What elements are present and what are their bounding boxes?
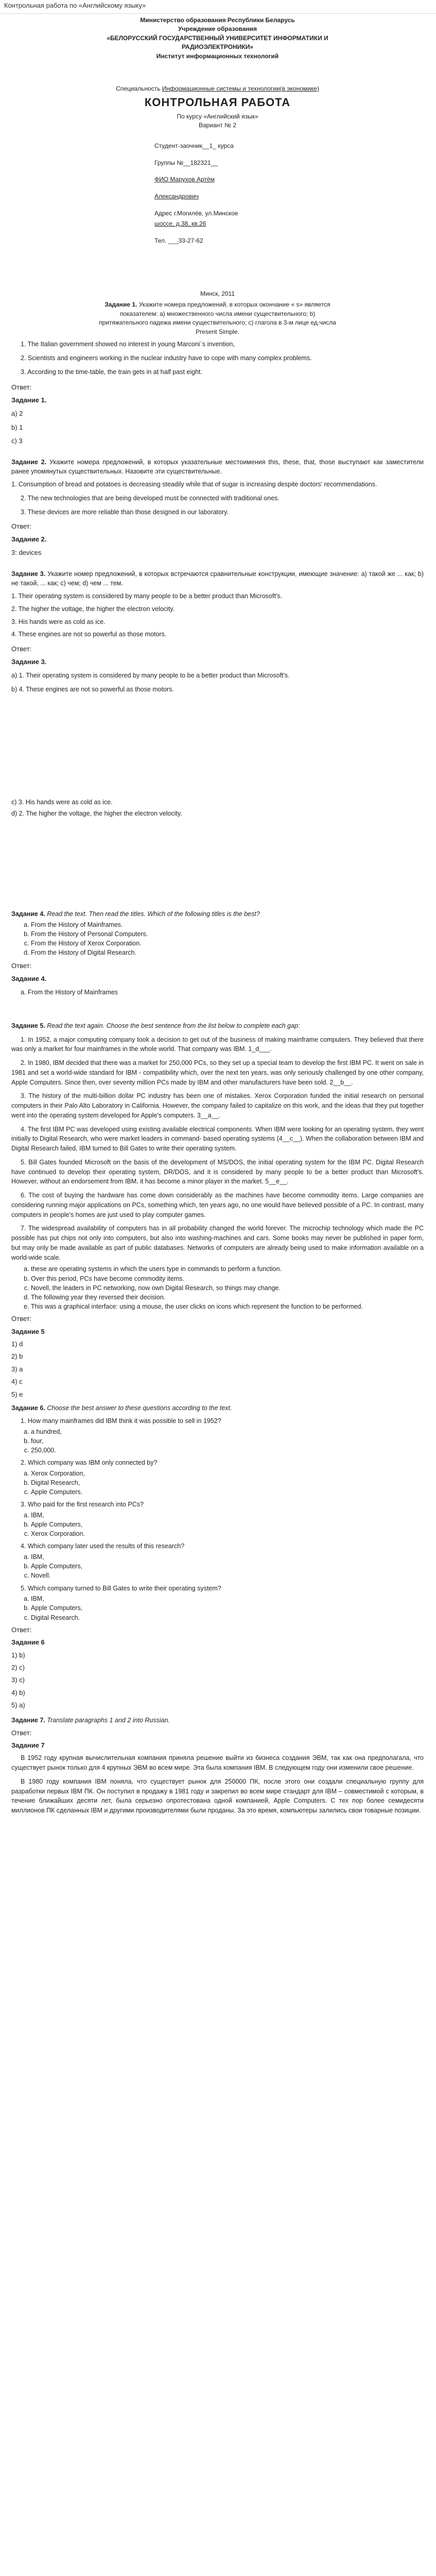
task3-sentence-3: 3. His hands were as cold as ice. <box>11 618 106 625</box>
task5-option: e. This was a graphical interface: using a mouse, the user clicks on icons which represent the function to be performed. <box>31 1302 424 1311</box>
task3-intro <box>11 569 424 589</box>
task2-intro-text: Укажите номера предложений, в которых указательные местоимения this, these, that, those выступают как заместители ранее упомянутых существительных. Назовите эти существительные. <box>11 458 424 476</box>
task6-question-2-options <box>11 1469 424 1497</box>
task2-answer-label: Ответ: <box>11 522 32 531</box>
task2-title: Задание 2. <box>11 458 47 466</box>
task5-paragraph-3: 3. The history of the multi-billion dollar PC industry has been one of mistakes. Xerox Corporation funded the initial research on personal computers in their Palo Alto Laboratory in California. However, the company failed to capitalize on this work, and the ideas that they put together went into the operating system developed for Apple's computers. 3__a__. <box>11 1092 424 1119</box>
task6-option: b. Apple Computers, <box>31 1603 424 1613</box>
task5-answer-label: Ответ: <box>11 1315 32 1323</box>
task4-answer-title: Задание 4. <box>11 974 47 982</box>
task1-title: Задание 1. <box>104 301 137 309</box>
task5-paragraph-4: 4. The first IBM PC was developed using existing available electrical components. When IBM were looking for an operating system, they went initially to Digital Research, who were market leaders in command- based operating systems (4__c__). When the collaboration between IBM and Digital Research failed, IBM turned to Bill Gates to write their operating system. <box>11 1125 424 1153</box>
task3-answer-b: b) 4. These engines are not so powerful as those motors. <box>11 685 174 693</box>
task1-text3: притяжательного падежа имени существительного; с) глагола в 3-м лице ед.числа <box>99 319 336 327</box>
task6-option: a. Xerox Corporation, <box>31 1469 424 1478</box>
task6-option: b. Apple Computers, <box>31 1520 424 1529</box>
ministry-line-2: Учреждение образования <box>178 25 257 33</box>
task6-question-1: 1. How many mainframes did IBM think it was possible to sell in 1952? <box>21 1417 221 1425</box>
student-group: Группы №__182321__ <box>154 159 218 166</box>
specialty-value: Информационные системы и технологии(в экономике) <box>162 84 319 92</box>
task6-option: a. IBM, <box>31 1552 424 1562</box>
task3-answer-d: d) 2. The higher the voltage, the higher the electron velocity. <box>11 810 182 818</box>
task7-translation-1: В 1952 году крупная вычислительная компания приняла решение выйти из бизнеса создания ЭВМ, так как она предполагала, что существует рынок только для 4 крупных ЭВМ во всем мире. Эта была компания IBM. В следующем году они изменили свое решение. <box>11 1754 424 1772</box>
task6-option: c. Digital Research. <box>31 1613 424 1622</box>
task6-answer-label: Ответ: <box>11 1625 32 1634</box>
task3-sentence-1: 1. Their operating system is considered by many people to be a better product than Microsoft's. <box>11 592 283 600</box>
task6-question-1-options <box>11 1427 424 1455</box>
task6-option: b. four, <box>31 1436 424 1446</box>
task1-answer-c: c) 3 <box>11 437 23 445</box>
task3-intro-text: Укажите номер предложений, в которых встречаются сравнительные конструкции, имеющие значение: а) такой же ... как; b) не такой, ... как; c) чем; d) чем ... тем. <box>11 570 424 587</box>
task3-title: Задание 3. <box>11 570 46 578</box>
document-header-title: Контрольная работа по «Английскому языку» <box>4 2 146 9</box>
task6-intro-text: Choose the best answer to these questions according to the text. <box>45 1404 232 1412</box>
task2-sentence-2: 2. The new technologies that are being developed must be connected with traditional ones. <box>21 494 280 502</box>
task6-option: b. Apple Computers, <box>31 1562 424 1571</box>
task3-answer-c: c) 3. His hands were as cold as ice. <box>11 798 113 806</box>
task5-option: b. Over this period, PCs have become commodity items. <box>31 1274 424 1283</box>
task2-intro <box>11 457 424 477</box>
task4-options <box>11 920 424 958</box>
task1-intro <box>11 300 424 336</box>
task2-answer: 3: devices <box>11 549 42 557</box>
student-course: Студент-заочник__1_ курса <box>154 142 234 150</box>
task3-answer-title: Задание 3. <box>11 657 47 666</box>
task1-answer-a: a) 2 <box>11 410 23 418</box>
specialty-line <box>11 84 424 93</box>
subject-line: По курсу «Английский язык» <box>177 113 258 121</box>
task6-title: Задание 6. <box>11 1404 45 1412</box>
task5-intro <box>11 1021 424 1031</box>
task3-answer-label: Ответ: <box>11 645 32 653</box>
document-header <box>0 0 436 14</box>
task1-answer-b: b) 1 <box>11 423 23 431</box>
task2-sentence-1: 1. Consumption of bread and potatoes is decreasing steadily while that of sugar is increasing despite doctors' recommendations. <box>11 481 377 488</box>
task5-title: Задание 5. <box>11 1022 45 1029</box>
task5-answer: 2) b <box>11 1352 23 1361</box>
task7-intro <box>11 1716 424 1725</box>
task6-answer: 1) b) <box>11 1651 25 1659</box>
task7-answer-title: Задание 7 <box>11 1741 45 1750</box>
task6-question-5-options <box>11 1594 424 1622</box>
task1-sentence-3: 3. According to the time-table, the train gets in at half past eight. <box>21 368 202 376</box>
ministry-line-4: РАДИОЭЛЕКТРОНИКИ» <box>181 43 254 51</box>
task6-option: a. IBM, <box>31 1511 424 1520</box>
task5-paragraph-1: 1. In 1952, a major computing company took a decision to get out of the business of making mainframe computers. They believed that there was only a market for four mainframes in the whole world. That company was IBM. 1_d___. <box>11 1036 424 1053</box>
task4-option: d. From the History of Digital Research. <box>31 948 424 957</box>
task5-answer: 1) d <box>11 1340 23 1348</box>
task6-option: c. Novell. <box>31 1571 424 1580</box>
task5-paragraph-5: 5. Bill Gates founded Microsoft on the basis of the development of MS/DOS, the initial operating system for the IBM PC. Digital Research have continued to develop their operating system, DR/DOS, and it is considered by many people to be a better product than Microsoft's. However, without an endorsement from IBM, it has become a minor player in the market. 5__e__. <box>11 1158 424 1185</box>
task7-translation-2: В 1980 году компания IBM поняла, что существует рынок для 250000 ПК, после этого они создали специальную группу для разработки первых IBM ПК. Он поступил в продажу в 1981 году и закрепил во всем мире стандарт для IBM – совместимой с которым, в течение ближайших десяти лет, была серьезно опротестована одной компанией, Apple Computers. С тех пор более семидесяти миллионов ПК сделанных IBM и другими производителями были проданы. За это время, компьютеры залились свои товарные позиции. <box>11 1777 424 1815</box>
task5-paragraph-2: 2. In 1980, IBM decided that there was a market for 250,000 PCs, so they set up a special team to develop the first IBM PC. It went on sale in 1981 and set a world-wide standard for IBM - compatibility which, over the next ten years, was only seriously challenged by one other company, Apple Computers. Since then, over seventy million PCs made by IBM and other manufacturers have been sold. 2__b__. <box>11 1059 424 1086</box>
task6-option: b. Digital Research, <box>31 1478 424 1487</box>
task4-intro-text: Read the text. Then read the titles. Which of the following titles is the best? <box>45 910 260 918</box>
specialty-prefix: Специальность <box>116 84 162 92</box>
task2-sentence-3: 3. These devices are more reliable than those designed in our laboratory. <box>21 508 229 516</box>
task3-sentence-2: 2. The higher the voltage, the higher the electron velocity. <box>11 605 175 613</box>
task4-answer-label: Ответ: <box>11 962 32 970</box>
task4-option: a. From the History of Mainframes. <box>31 920 424 929</box>
task7-answer-label: Ответ: <box>11 1728 32 1737</box>
task6-option: c. 250,000. <box>31 1446 424 1455</box>
task1-sentence-2: 2. Scientists and engineers working in the nuclear industry have to cope with many complex problems. <box>21 354 312 362</box>
student-fio: ФИО Марухов Артём <box>154 176 215 183</box>
ministry-line-5: Институт информационных технологий <box>156 52 279 60</box>
task5-option: a. these are operating systems in which the users type in commands to perform a function. <box>31 1264 424 1274</box>
student-address: Адрес г.Могилёв, ул.Минское <box>154 209 238 217</box>
task2-answer-title: Задание 2. <box>11 535 47 543</box>
task6-answer: 3) c) <box>11 1676 25 1684</box>
task4-answer: a. From the History of Mainframes <box>21 989 118 996</box>
task6-option: c. Apple Computers. <box>31 1487 424 1497</box>
task5-answer: 4) c <box>11 1378 23 1386</box>
task6-answer-title: Задание 6 <box>11 1638 45 1647</box>
task5-paragraph-7: 7. The widespread availability of computers has in all probability changed the world forever. The microchip technology which made the PC possible has put chips not only into computers, but also into washing-machines and cars. Some books may never be published in paper form, but may only be made available as part of public databases. Networks of computers are already being used to make information available on a world-wide scale. <box>11 1225 424 1261</box>
document-body <box>0 16 436 1816</box>
student-info <box>154 141 424 245</box>
task4-option: c. From the History of Xerox Corporation. <box>31 939 424 948</box>
task6-option: c. Xerox Corporation. <box>31 1529 424 1538</box>
task6-option: a. IBM, <box>31 1594 424 1603</box>
task5-option: d. The following year they reversed their decision. <box>31 1293 424 1302</box>
task5-options <box>11 1264 424 1311</box>
ministry-line-3: «БЕЛОРУССКИЙ ГОСУДАРСТВЕННЫЙ УНИВЕРСИТЕТ ИНФОРМАТИКИ И <box>107 34 328 42</box>
task1-text2: показателем: а) множественного числа имени существительного; b) <box>119 310 316 317</box>
city-year: Минск, 2011 <box>200 290 235 298</box>
student-name2: Александрович <box>154 193 199 200</box>
variant-line: Вариант № 2 <box>198 122 237 129</box>
task3-sentence-4: 4. These engines are not so powerful as those motors. <box>11 631 167 638</box>
task6-question-4: 4. Which company later used the results of this research? <box>21 1543 185 1550</box>
task1-answer-title: Задание 1. <box>11 396 47 404</box>
ministry-block <box>11 16 424 61</box>
task5-answer-title: Задание 5 <box>11 1327 45 1335</box>
task6-answer: 2) c) <box>11 1664 25 1671</box>
task5-paragraph-6: 6. The cost of buying the hardware has come down considerably as the machines have become commodity items. Large companies are considering running major applications on PCs, something which, ten years ago, no one would have believed possible of a PC. In contrast, many computers in people's homes are just used to play computer games. <box>11 1192 424 1218</box>
task5-option: c. Novell, the leaders in PC networking, now own Digital Research, so things may change. <box>31 1283 424 1293</box>
task6-answer: 5) a) <box>11 1701 25 1709</box>
student-address2: шоссе, д.38, кв.26 <box>154 220 206 228</box>
page-title: КОНТРОЛЬНАЯ РАБОТА <box>144 95 291 109</box>
task7-title: Задание 7. <box>11 1716 45 1724</box>
task6-option: a. a hundred, <box>31 1427 424 1436</box>
task5-answer: 3) a <box>11 1365 23 1373</box>
task3-answer-a: a) 1. Their operating system is considered by many people to be a better product than Microsoft's. <box>11 672 290 680</box>
task4-intro <box>11 909 424 919</box>
task4-title: Задание 4. <box>11 910 45 918</box>
task1-answer-label: Ответ: <box>11 383 32 392</box>
task6-question-2: 2. Which company was IBM only connected by? <box>21 1459 158 1467</box>
task6-answer: 4) b) <box>11 1688 25 1697</box>
ministry-line-1: Министерство образования Республики Беларусь <box>140 16 295 24</box>
task7-intro-text: Translate paragraphs 1 and 2 into Russian. <box>45 1716 170 1724</box>
task1-text4: Present Simple. <box>196 328 239 335</box>
task5-answer: 5) e <box>11 1390 23 1398</box>
task6-intro <box>11 1403 424 1413</box>
task6-question-3-options <box>11 1511 424 1538</box>
task6-question-3: 3. Who paid for the first research into PCs? <box>21 1501 144 1509</box>
task1-text1: Укажите номера предложений, в которых окончание « s» является <box>137 301 330 309</box>
student-phone: Тел. ___33-27-62 <box>154 236 203 244</box>
task1-sentence-1: 1. The Italian government showed no interest in young Marconi`s invention, <box>21 341 235 348</box>
task6-question-4-options <box>11 1552 424 1580</box>
task4-option: b. From the History of Personal Computers. <box>31 929 424 939</box>
task6-question-5: 5. Which company turned to Bill Gates to write their operating system? <box>21 1584 221 1592</box>
task5-intro-text: Read the text again. Choose the best sentence from the list below to complete each gap: <box>45 1022 300 1029</box>
